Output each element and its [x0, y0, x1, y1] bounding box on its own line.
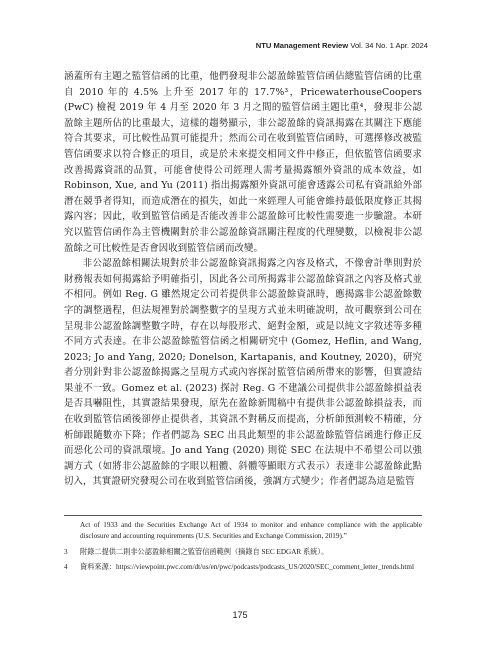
journal-name: NTU Management Review: [255, 41, 349, 50]
footnote-3: [64, 547, 422, 558]
page-number: 175: [232, 610, 248, 620]
footnote-number: 4: [64, 563, 68, 572]
body-text: [64, 69, 422, 490]
paragraph-text: 非公認盈餘相關法規對於非公認盈餘資訊揭露之內容及格式，不像會計準則對於財務報表如何揭露給予明確指引，因此各公司所揭露非公認盈餘資訊之內容及格式並不相同。例如 Reg. G 雖然規定公司若提供非公認盈餘資訊時，應揭露非公認盈餘數字的調整過程，但法規裡對於調整數字的呈現方式並未明確說明，故可觀察到公司在呈現非公認盈餘調整數字時，存在以每股形式、絕對金額，或是以純文字敘述等多種不同方式表達。在非公認盈餘監管信函之相關研究中 (Gomez, Heflin, and Wang, 2023; Jo and Yang, 2020; Donelson, Kartapanis, and Koutney, 2020)，研究者分別針對非公認盈餘揭露之呈現方式或內容探討監管信函所帶來的影響，但實證結果並不一致。Gomez et al. (2023) 探討 Reg. G 不建議公司提供非公認盈餘損益表是否具嚇阻性，其實證結果發現，原先在盈餘新聞稿中有提供非公認盈餘損益表，而在收到監管信函後卻停止提供者，其資訊不對稱反而提高，分析師預測較不精確，分析師跟隨數亦下降；作者們認為 SEC 出具此類型的非公認盈餘監管信函進行修正反而惡化公司的資訊環境。Jo and Yang (2020) 則從 SEC 在法規中不希望公司以強調方式（如將非公認盈餘的字眼以粗體、斜體等顯眼方式表示）表達非公認盈餘此點切入，其實證研究發現公司在收到監管信函後，強調方式變少；作者們認為這是監管: [64, 258, 422, 488]
journal-issue: Vol. 34 No. 1 Apr. 2024: [350, 41, 428, 50]
footnote-divider: [64, 515, 422, 516]
footnote-number: 3: [64, 547, 68, 556]
footnote-text: 附錄二提供二則非公認盈餘相關之監管信函範例（摘錄自 SEC EDGAR 系統）。: [80, 547, 329, 556]
footnote-continuation: Act of 1933 and the Securities Exchange Act of 1934 to monitor and enhance compliance with the applicable disclosure and accounting requirements (U.S. Securities and Exchange Commission, 2019).”: [80, 521, 422, 540]
footnote-text: 資料來源：https://viewpoint.pwc.com/dt/us/en/pwc/podcasts/podcasts_US/2020/SEC_comment_letter_trends.html: [80, 563, 414, 572]
footnote-4: [64, 562, 422, 573]
paragraph-text: 涵蓋所有主題之監管信函的比重，他們發現非公認盈餘監管信函佔總監管信函的比重自 2010 年的 4.5% 上升至 2017 年的 17.7%³，PricewaterhouseCoopers (PwC) 檢視 2019 年 4 月至 2020 年 3 月之間的監管信函主題比重⁴，發現非公認盈餘主題所佔的比重最大，這樣的趨勢顯示，非公認盈餘的資訊揭露在其關注下應能符合其要求，可比較性品質可能提升；然而公司在收到監管信函時，可選擇修改被監管信函要求以符合修正的項目，或是於未來提交相同文件中修正，但依監管信函要求改善揭露資訊的品質，可能會使得公司經理人需考量揭露額外資訊的成本效益，如 Robinson, Xue, and Yu (2011) 指出揭露額外資訊可能會透露公司私有資訊給外部潛在競爭者得知，而造成潛在的損失，如此一來經理人可能會維持最低限度修正其揭露內容；因此，收到監管信函是否能改善非公認盈餘可比較性需要進一步驗證。本研究以監管信函作為主管機關對於非公認盈餘資訊關注程度的代理變數，以檢視非公認盈餘之可比較性是否會因收到監管信函而改變。: [64, 71, 422, 254]
paragraph-2: [64, 256, 422, 490]
paragraph-1: [64, 69, 422, 256]
running-header: [256, 41, 428, 50]
footnotes: [64, 520, 422, 573]
